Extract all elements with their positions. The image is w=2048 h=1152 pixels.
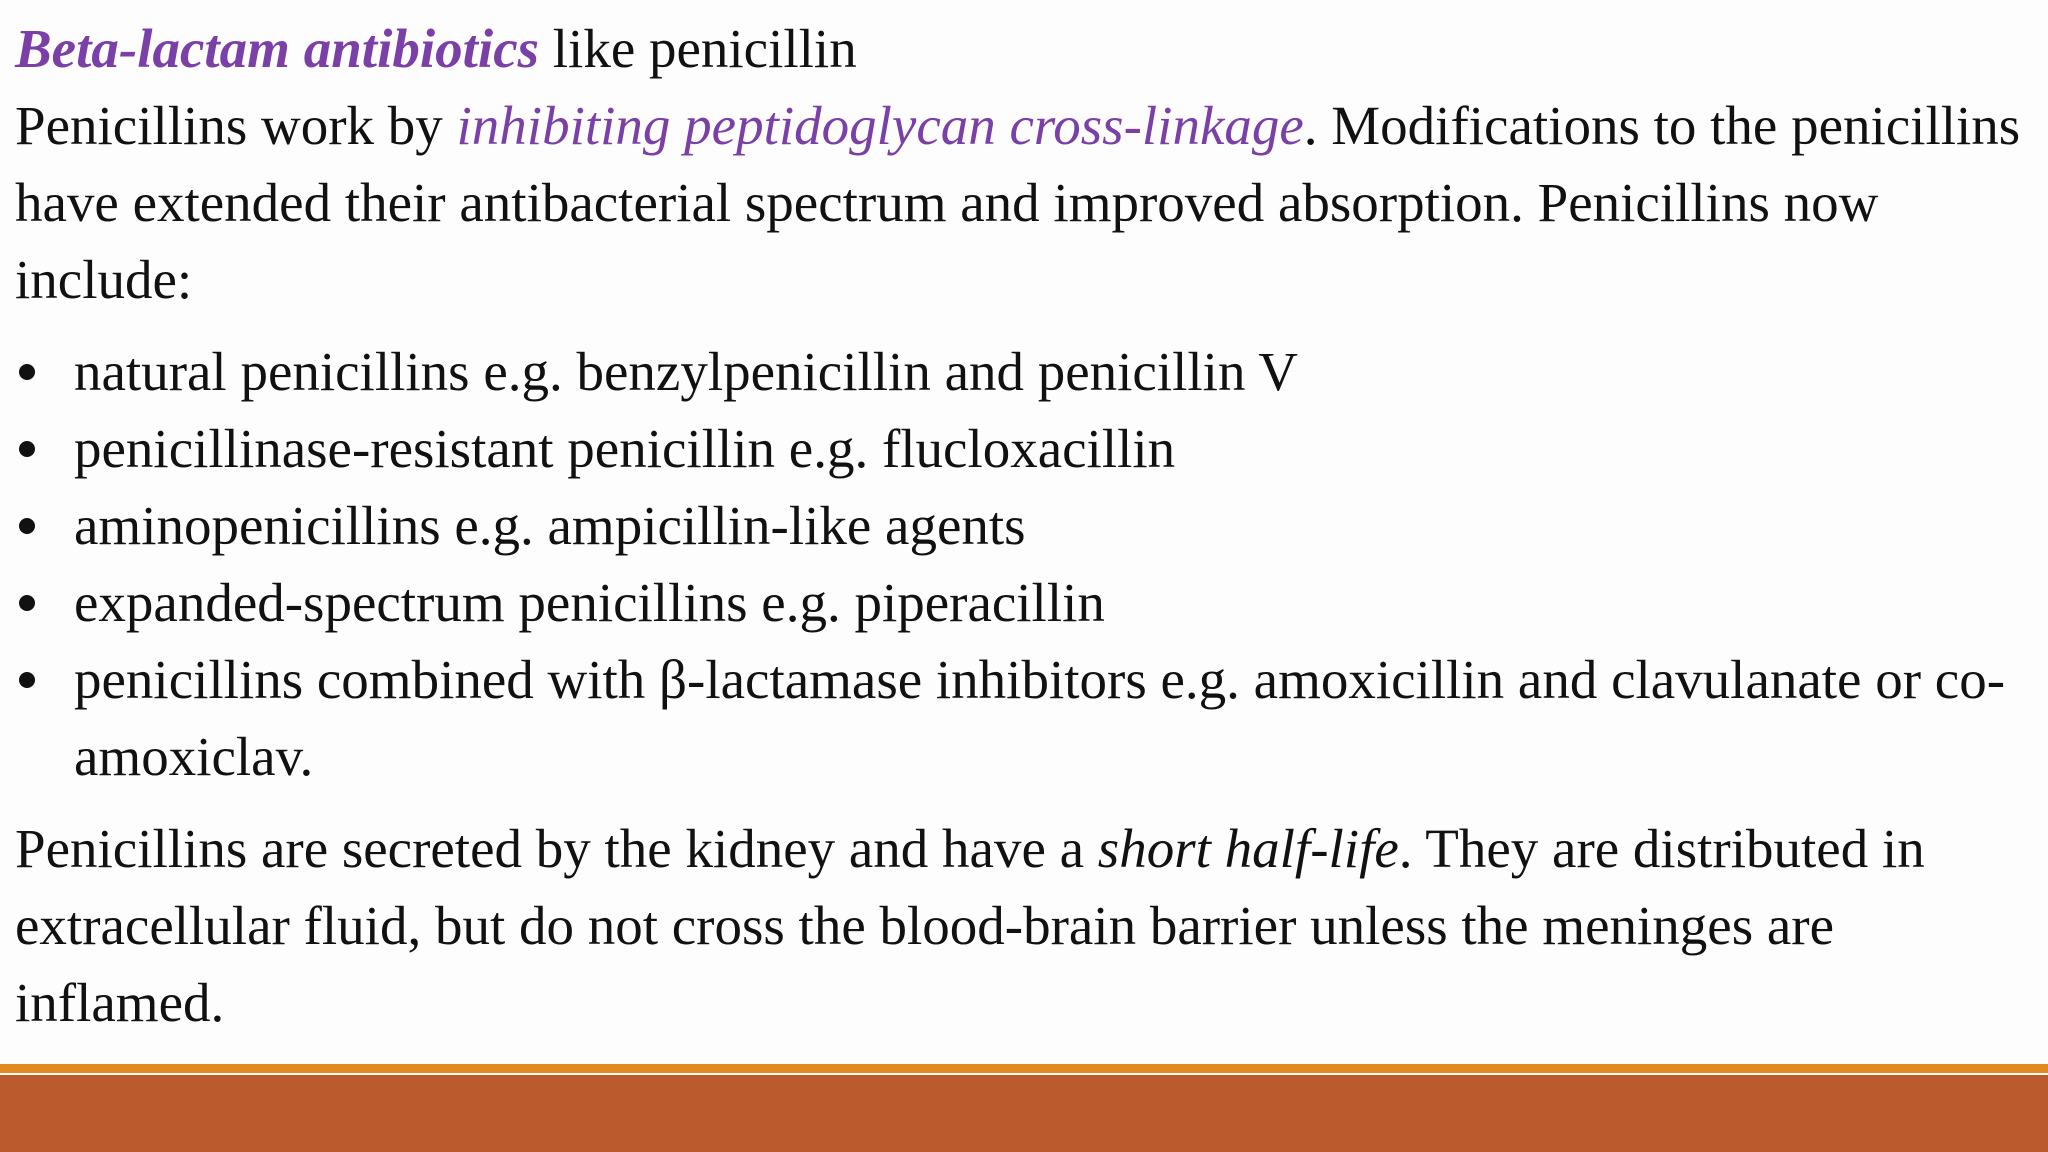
footer-accent-line <box>0 1064 2048 1073</box>
slide-content <box>15 10 2035 1041</box>
list-item <box>15 333 2035 410</box>
list-item-text: expanded-spectrum penicillins e.g. piperacillin <box>74 572 1105 633</box>
list-item <box>15 487 2035 564</box>
closing-paragraph <box>15 810 2035 1041</box>
list-item-text: penicillinase-resistant penicillin e.g. flucloxacillin <box>74 418 1176 479</box>
heading <box>15 10 2035 87</box>
closing-text-start: Penicillins are secreted by the kidney and have a <box>15 818 1098 879</box>
closing-emphasis: short half-life <box>1097 818 1399 879</box>
heading-term: Beta-lactam antibiotics <box>15 18 540 79</box>
list-item-text: penicillins combined with β-lactamase inhibitors e.g. amoxicillin and clavulanate or co-amoxiclav. <box>74 649 2006 787</box>
intro-text-end: . Modifications to the penicillins have extended their antibacterial spectrum and improved absorption. Penicillins now include: <box>15 95 2021 310</box>
intro-emphasis: inhibiting peptidoglycan cross-linkage <box>456 95 1304 156</box>
bullet-icon <box>19 518 35 534</box>
bullet-icon <box>19 595 35 611</box>
penicillin-list <box>15 333 2035 795</box>
footer-bar <box>0 1075 2048 1152</box>
list-item-text: natural penicillins e.g. benzylpenicillin and penicillin V <box>74 341 1298 402</box>
closing-text-end: . They are distributed in extracellular fluid, but do not cross the blood-brain barrier unless the meninges are inflamed. <box>15 818 1925 1033</box>
list-item <box>15 564 2035 641</box>
bullet-icon <box>19 364 35 380</box>
list-item <box>15 410 2035 487</box>
list-item <box>15 641 2035 795</box>
bullet-icon <box>19 441 35 457</box>
bullet-icon <box>19 672 35 688</box>
list-item-text: aminopenicillins e.g. ampicillin-like agents <box>74 495 1026 556</box>
intro-text-start: Penicillins work by <box>15 95 457 156</box>
intro-paragraph <box>15 87 2035 318</box>
heading-rest: like penicillin <box>539 18 857 79</box>
